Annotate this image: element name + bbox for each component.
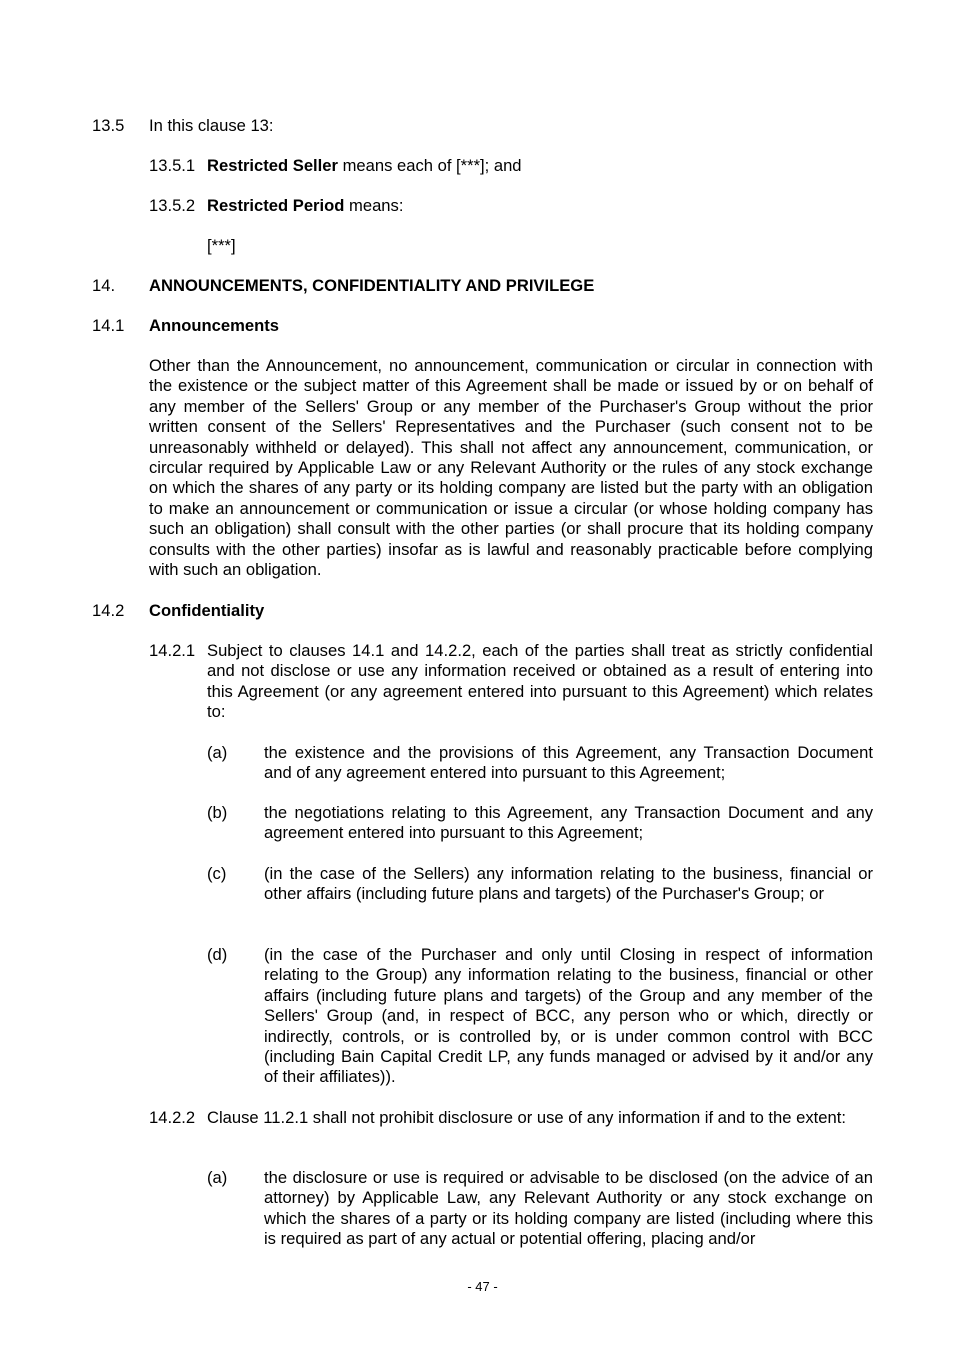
- clause-number: 14.1: [92, 316, 125, 335]
- clause-number: 14.2.2: [149, 1108, 196, 1127]
- clause-text: [207, 156, 522, 176]
- placeholder-text: [***]: [207, 236, 236, 255]
- clause-text: [207, 196, 403, 216]
- clause-text: In this clause 13:: [149, 116, 274, 135]
- section-heading: ANNOUNCEMENTS, CONFIDENTIALITY AND PRIVILEGE: [149, 276, 595, 295]
- list-item-label: (a): [207, 1168, 228, 1187]
- list-item-text: the existence and the provisions of this Agreement, any Transaction Document and of any agreement entered into pursuant to this Agreement;: [264, 743, 873, 783]
- clause-number: 13.5.1: [149, 156, 196, 175]
- clause-body: Other than the Announcement, no announcement, communication or circular in connection with the existence or the subject matter of this Agreement shall be made or issued by or on behalf of any member of the Sellers' Group or any member of the Purchaser's Group without the prior written consent of the Sellers' Representatives and the Purchaser (such consent not to be unreasonably withheld or delayed). This shall not affect any announcement, communication, or circular required by Applicable Law or any Relevant Authority or the rules of any stock exchange on which the shares of any party or its holding company are listed but the party with an obligation to make an announcement or communication or issue a circular (or whose holding company has such an obligation) shall consult with the other parties (or shall procure that its holding company consults with the other parties) insofar as is lawful and reasonably practicable before complying with such an obligation.: [149, 356, 873, 580]
- definition-text: means:: [344, 196, 404, 215]
- clause-heading: Confidentiality: [149, 601, 265, 620]
- clause-body: Subject to clauses 14.1 and 14.2.2, each of the parties shall treat as strictly confidential and not disclose or use any information received or obtained as a result of entering into this Agreement (or any agreement entered into pursuant to this Agreement) which relates to:: [207, 641, 873, 722]
- list-item-label: (d): [207, 945, 228, 964]
- list-item-label: (b): [207, 803, 228, 822]
- section-number: 14.: [92, 276, 116, 295]
- list-item-text: (in the case of the Sellers) any information relating to the business, financial or other affairs (including future plans and targets) of the Purchaser's Group; or: [264, 864, 873, 904]
- list-item-text: (in the case of the Purchaser and only until Closing in respect of information relating to the Group) any information relating to the business, financial or other affairs (including future plans and targets) of the Group and any member of the Sellers' Group (and, in respect of BCC, any person who or which, directly or indirectly, controls, or is controlled by, or is under common control with BCC (including Bain Capital Credit LP, any funds managed or advised by it and/or any of their affiliates)).: [264, 945, 873, 1087]
- clause-heading: Announcements: [149, 316, 279, 335]
- clause-body: Clause 11.2.1 shall not prohibit disclosure or use of any information if and to the extent:: [207, 1108, 846, 1127]
- list-item-label: (c): [207, 864, 227, 883]
- list-item-text: the disclosure or use is required or advisable to be disclosed (on the advice of an attorney) by Applicable Law, any Relevant Authority or any stock exchange on which the shares of a party or its holding company are listed (including where this is required as part of any actual or potential offering, placing and/or: [264, 1168, 873, 1249]
- clause-number: 13.5.2: [149, 196, 196, 215]
- clause-number: 14.2.1: [149, 641, 196, 660]
- clause-number: 13.5: [92, 116, 125, 135]
- defined-term: Restricted Period: [207, 196, 345, 215]
- list-item-text: the negotiations relating to this Agreement, any Transaction Document and any agreement entered into pursuant to this Agreement;: [264, 803, 873, 843]
- definition-text: means each of [***]; and: [337, 156, 522, 175]
- clause-number: 14.2: [92, 601, 125, 620]
- page-number: - 47 -: [467, 1279, 498, 1294]
- list-item-label: (a): [207, 743, 228, 762]
- defined-term: Restricted Seller: [207, 156, 338, 175]
